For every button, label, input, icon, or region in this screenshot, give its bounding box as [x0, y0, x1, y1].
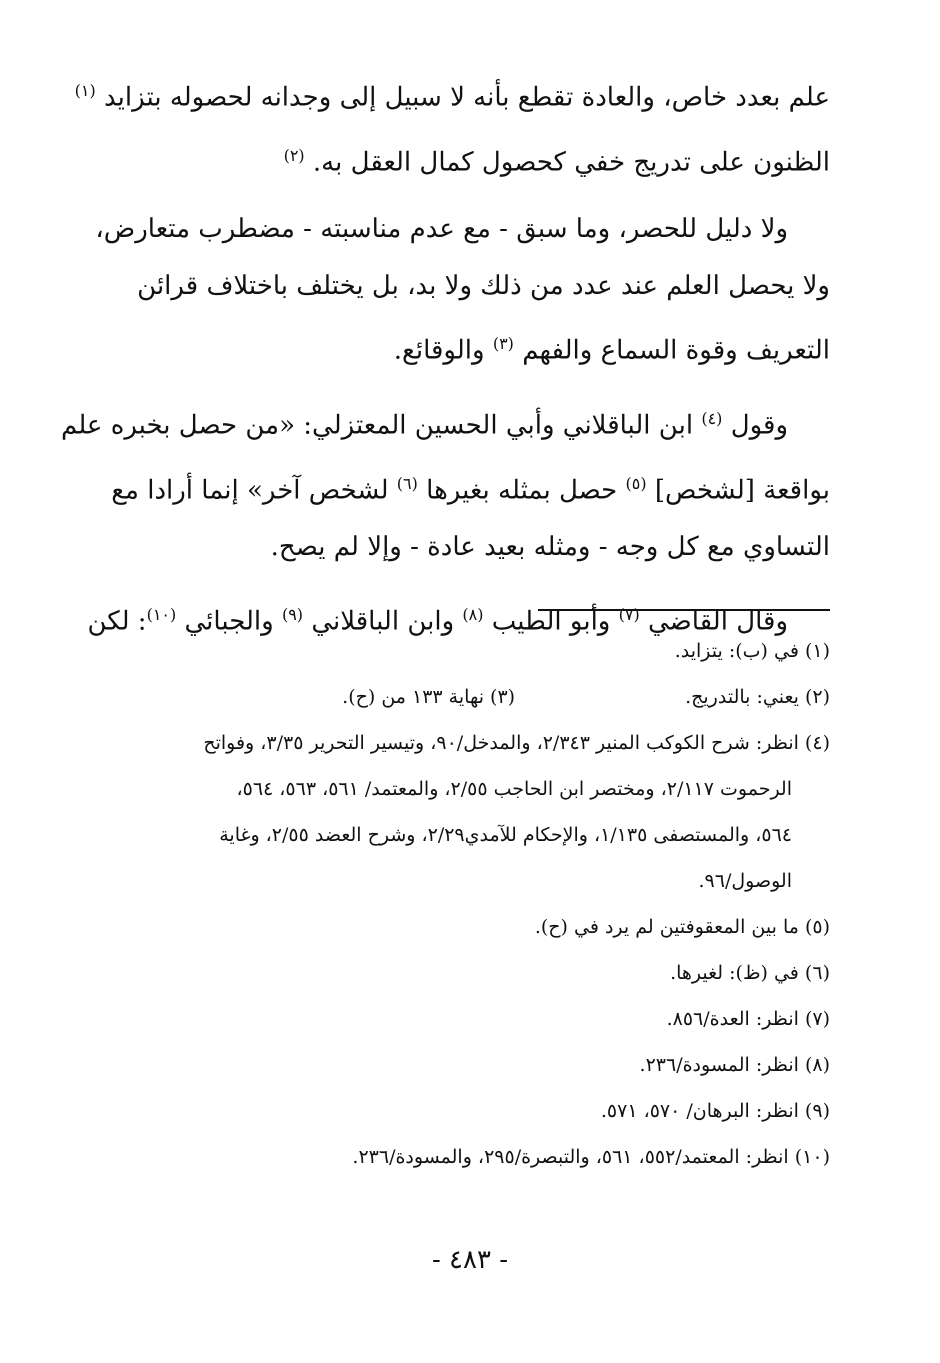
- paragraph-2-line-2: ولا يحصل العلم عند عدد من ذلك ولا بد، بل يختلف باختلاف قرائن: [137, 271, 830, 302]
- footnote-row-2-3: [100, 674, 830, 720]
- main-text: [61, 62, 830, 661]
- paragraph-4-line-1: وقال القاضي $^{(٧)}$ وأبو الطيب $^{(٨)}$ وابن الباقلاني $^{(٩)}$ والجبائي $^{(١٠)}$: لكن: [87, 605, 788, 637]
- footnote-ref-5[interactable]: (٥): [625, 473, 647, 493]
- footnote-ref-8[interactable]: (٨): [462, 605, 484, 625]
- footnote-10: (١٠) انظر: المعتمد/٥٥٢، ٥٦١، والتبصرة/٢٩٥، والمسودة/٢٣٦.: [352, 1146, 830, 1168]
- footnote-4-line-3: ٥٦٤، والمستصفى ١/١٣٥، والإحكام للآمدي٢/٢٩، وشرح العضد ٢/٥٥، وغاية: [219, 824, 792, 846]
- footnote-6: (٦) في (ظ): لغيرها.: [670, 962, 830, 984]
- footnote-ref-3[interactable]: (٣): [492, 334, 514, 354]
- footnote-ref-4[interactable]: (٤): [701, 408, 723, 428]
- footnote-3: (٣) نهاية ١٣٣ من (ح).: [342, 686, 516, 708]
- paragraph-1: [74, 62, 830, 191]
- footnote-5: (٥) ما بين المعقوفتين لم يرد في (ح).: [534, 916, 830, 938]
- page-number: - ٤٨٣ -: [431, 1245, 509, 1275]
- paragraph-1-line-1: علم بعدد خاص، والعادة تقطع بأنه لا سبيل إلى وجدانه لحصوله بتزايد $^{(١)}$: [74, 81, 830, 113]
- footnote-1: (١) في (ب): يتزايد.: [674, 640, 830, 662]
- footnote-ref-9[interactable]: (٩): [281, 605, 304, 625]
- footnote-9: (٩) انظر: البرهان/ ٥٧٠، ٥٧١.: [600, 1100, 830, 1122]
- footnote-4-line-1: (٤) انظر: شرح الكوكب المنير ٢/٣٤٣، والمدخل/٩٠، وتيسير التحرير ٣/٣٥، وفواتح: [203, 732, 830, 754]
- footnote-ref-7[interactable]: (٧): [618, 605, 640, 625]
- paragraph-3-line-3: التساوي مع كل وجه - ومثله بعيد عادة - وإلا لم يصح.: [270, 532, 830, 563]
- footnote-4-line-4: الوصول/٩٦.: [698, 870, 792, 892]
- footnote-4-line-2: الرحموت ٢/١١٧، ومختصر ابن الحاجب ٢/٥٥، والمعتمد/ ٥٦١، ٥٦٣، ٥٦٤،: [236, 778, 792, 800]
- footnote-ref-6[interactable]: (٦): [396, 473, 418, 493]
- footnote-ref-1[interactable]: (١): [74, 81, 96, 100]
- footnotes: [100, 628, 830, 1180]
- footnote-divider: [538, 609, 830, 611]
- paragraph-2-line-1: ولا دليل للحصر، وما سبق - مع عدم مناسبته - مضطرب متعارض،: [95, 214, 788, 245]
- footnote-2: (٢) يعني: بالتدريج.: [685, 686, 830, 708]
- footnote-7: (٧) انظر: العدة/٨٥٦.: [666, 1008, 830, 1030]
- paragraph-2: [95, 201, 830, 380]
- footnote-ref-2[interactable]: (٢): [283, 145, 305, 165]
- paragraph-3-line-2: بواقعة [لشخص] $^{(٥)}$ حصل بمثله بغيرها $^{(٦)}$ لشخص آخر» إنما أرادا مع: [111, 473, 830, 506]
- paragraph-3: [61, 390, 830, 576]
- paragraph-1-line-2: الظنون على تدريج خفي كحصول كمال العقل به. $^{(٢)}$: [283, 145, 830, 178]
- footnote-8: (٨) انظر: المسودة/٢٣٦.: [639, 1054, 830, 1076]
- paragraph-2-line-3: التعريف وقوة السماع والفهم $^{(٣)}$ والوقائع.: [393, 334, 830, 366]
- paragraph-3-line-1: وقول $^{(٤)}$ ابن الباقلاني وأبي الحسين المعتزلي: «من حصل بخبره علم: [61, 408, 788, 441]
- footnote-ref-10[interactable]: (١٠): [146, 605, 177, 625]
